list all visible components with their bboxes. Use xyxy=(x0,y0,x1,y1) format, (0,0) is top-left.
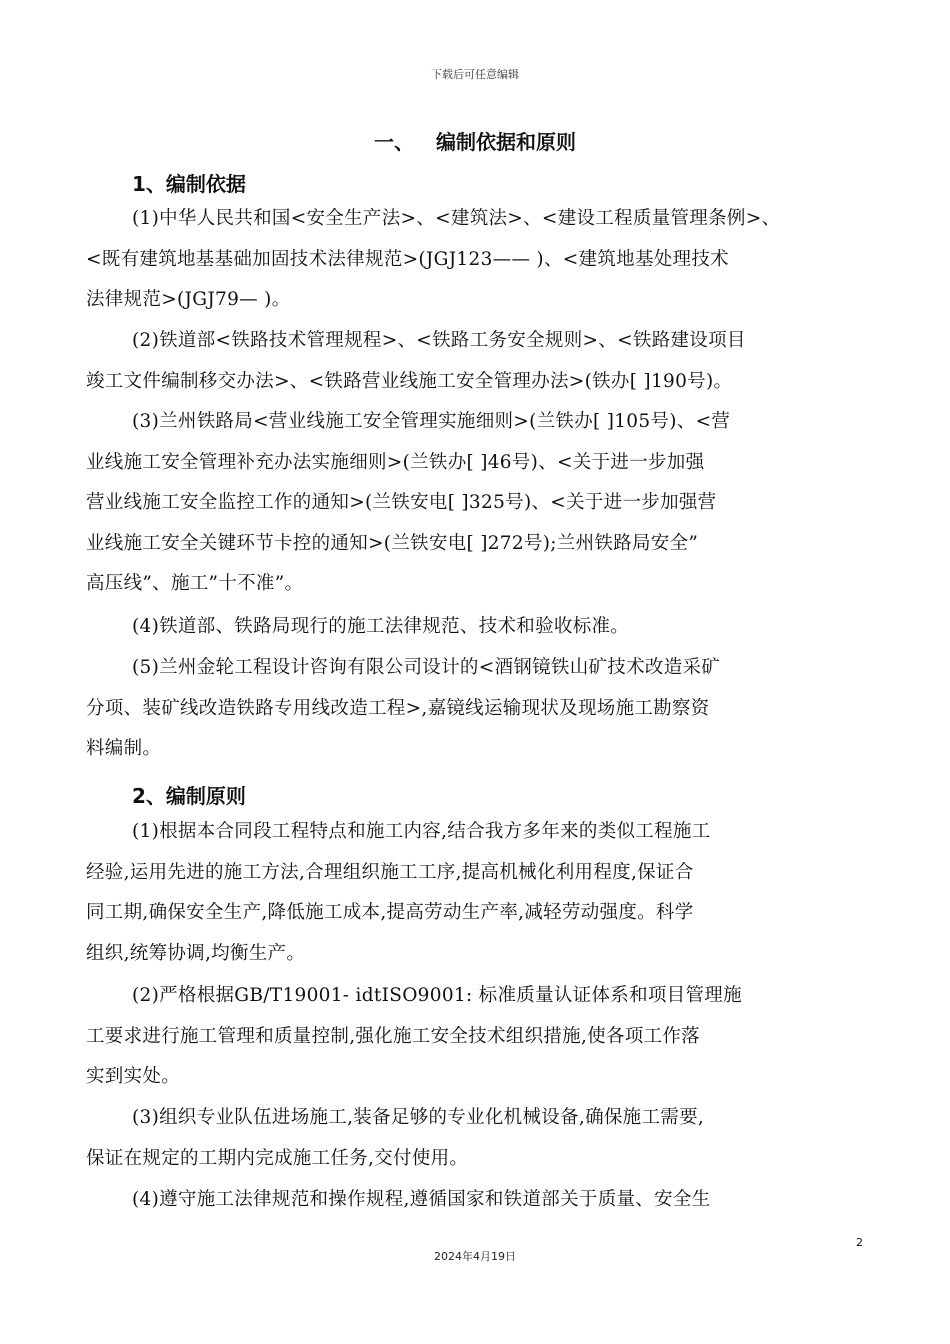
text-line: 业线施工安全管理补充办法实施细则>(兰铁办[ ]46号)、<关于进一步加强 xyxy=(86,451,705,473)
text-line: 竣工文件编制移交办法>、<铁路营业线施工安全管理办法>(铁办[ ]190号)。 xyxy=(86,370,733,392)
principle-item-4 xyxy=(86,1180,876,1221)
text-line: (4)遵守施工法律规范和操作规程,遵循国家和铁道部关于质量、安全生 xyxy=(132,1189,711,1210)
basis-item-1 xyxy=(86,199,876,321)
footer-date: 2024年4月19日 xyxy=(434,1250,516,1263)
basis-item-4 xyxy=(86,607,876,648)
text-line: 经验,运用先进的施工方法,合理组织施工工序,提高机械化利用程度,保证合 xyxy=(86,861,694,883)
text-line: <既有建筑地基基础加固技术法律规范>(JGJ123—— )、<建筑地基处理技术 xyxy=(86,248,729,270)
text-line: 分项、装矿线改造铁路专用线改造工程>,嘉镜线运输现状及现场施工勘察资 xyxy=(86,697,710,719)
text-line: 工要求进行施工管理和质量控制,强化施工安全技术组织措施,使各项工作落 xyxy=(86,1025,700,1047)
text-line: (4)铁道部、铁路局现行的施工法律规范、技术和验收标准。 xyxy=(132,616,630,637)
text-line: (3)组织专业队伍进场施工,装备足够的专业化机械设备,确保施工需要, xyxy=(132,1107,705,1128)
text-line: 同工期,确保安全生产,降低施工成本,提高劳动生产率,减轻劳动强度。科学 xyxy=(86,902,694,923)
text-line: 保证在规定的工期内完成施工任务,交付使用。 xyxy=(86,1147,469,1169)
text-line: 实到实处。 xyxy=(86,1066,181,1087)
text-line: (2)铁道部<铁路技术管理规程>、<铁路工务安全规则>、<铁路建设项目 xyxy=(132,330,746,351)
text-line: 料编制。 xyxy=(86,738,162,759)
subsection-heading-principles: 2、编制原则 xyxy=(132,784,246,808)
text-line: 组织,统筹协调,均衡生产。 xyxy=(86,942,306,964)
text-line: 营业线施工安全监控工作的通知>(兰铁安电[ ]325号)、<关于进一步加强营 xyxy=(86,492,717,513)
subsection-heading-basis: 1、编制依据 xyxy=(132,172,246,196)
basis-item-5 xyxy=(86,648,876,770)
text-line: 高压线”、施工”十不准”。 xyxy=(86,573,304,594)
page-number: 2 xyxy=(856,1236,863,1249)
text-line: (3)兰州铁路局<营业线施工安全管理实施细则>(兰铁办[ ]105号)、<营 xyxy=(132,411,731,432)
page-header: 下载后可任意编辑 xyxy=(431,68,519,81)
section-heading xyxy=(0,126,950,155)
text-line: (5)兰州金轮工程设计咨询有限公司设计的<酒钢镜铁山矿技术改造采矿 xyxy=(132,657,721,678)
principle-item-3 xyxy=(86,1098,876,1179)
principle-item-2 xyxy=(86,976,876,1098)
text-line: (1)根据本合同段工程特点和施工内容,结合我方多年来的类似工程施工 xyxy=(132,821,711,842)
text-line: (1)中华人民共和国<安全生产法>、<建筑法>、<建设工程质量管理条例>、 xyxy=(132,208,781,229)
principle-item-1 xyxy=(86,812,876,974)
section-title: 编制依据和原则 xyxy=(436,130,576,154)
text-line: 业线施工安全关键环节卡控的通知>(兰铁安电[ ]272号);兰州铁路局安全” xyxy=(86,532,699,554)
section-number: 一、 xyxy=(374,130,414,154)
text-line: 法律规范>(JGJ79— )。 xyxy=(86,289,291,310)
basis-item-2 xyxy=(86,321,876,402)
text-line: (2)严格根据GB/T19001- idtISO9001: 标准质量认证体系和项目管理施 xyxy=(132,985,742,1006)
basis-item-3 xyxy=(86,402,876,605)
